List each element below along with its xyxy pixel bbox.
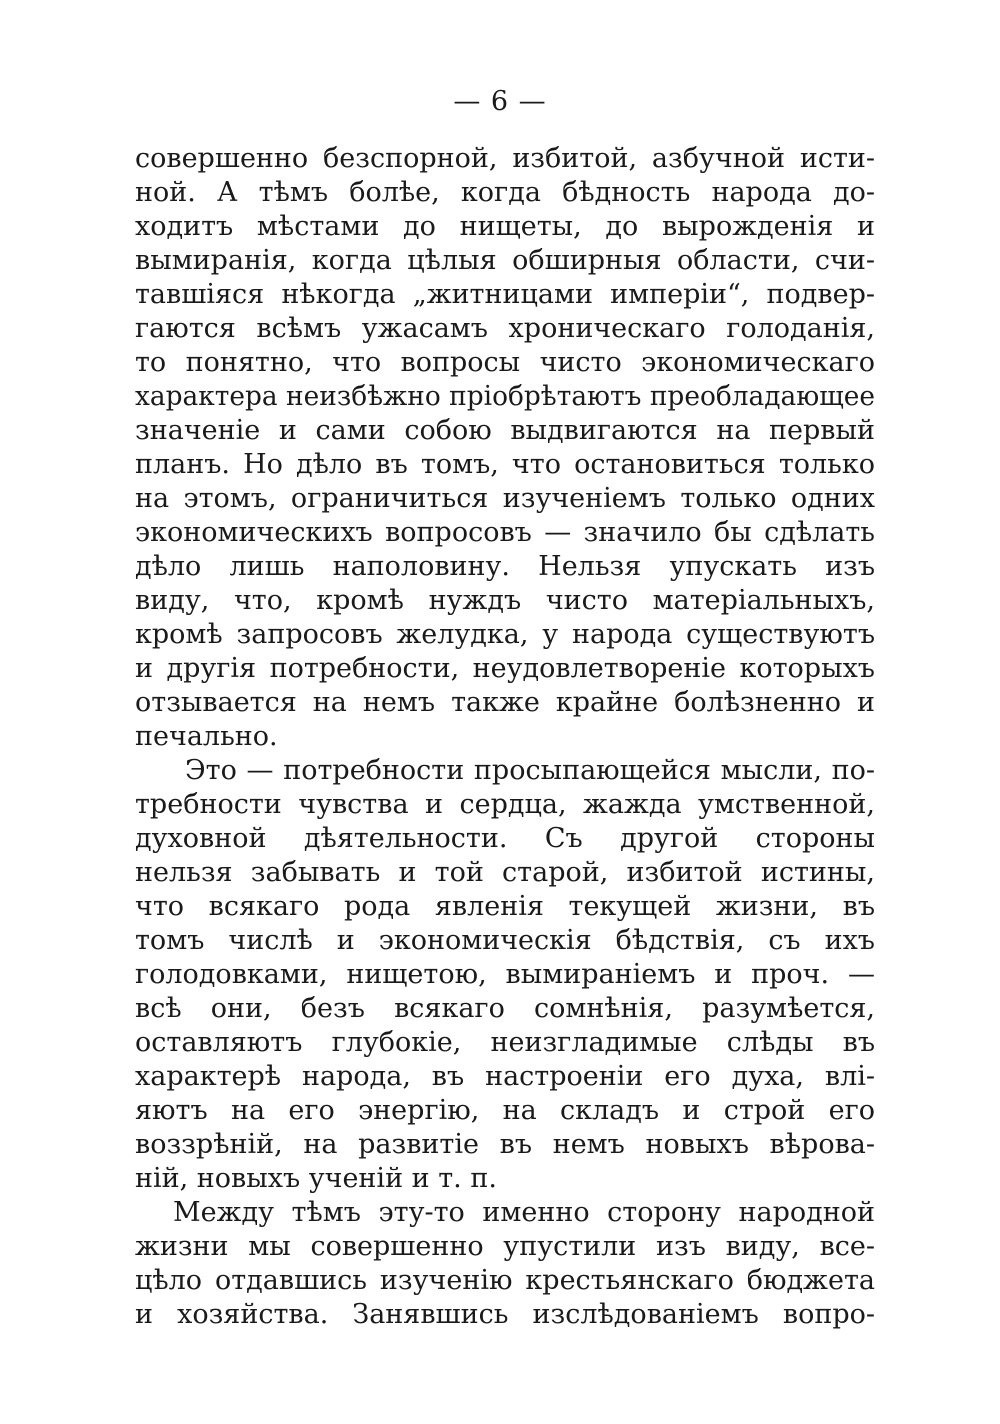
text-line: виду, что, кромѣ нуждъ чисто матеріальныхъ,	[135, 585, 875, 616]
text-line: планъ. Но дѣло въ томъ, что остановиться только	[135, 449, 875, 480]
text-line: томъ числѣ и экономическія бѣдствія, съ ихъ	[135, 925, 875, 956]
text-line: цѣло отдавшись изученію крестьянскаго бюджета	[135, 1265, 875, 1296]
text-line: значеніе и сами собою выдвигаются на первый	[135, 415, 875, 446]
text-line: голодовками, нищетою, вымираніемъ и проч. —	[135, 959, 875, 990]
text-line: яютъ на его энергію, на складъ и строй его	[135, 1095, 875, 1126]
text-line: печально.	[135, 721, 278, 752]
text-line: тавшіяся нѣкогда „житницами имперіи“, подвер-	[135, 279, 875, 310]
text-line: характерѣ народа, въ настроеніи его духа, влі-	[135, 1061, 875, 1092]
text-line: гаются всѣмъ ужасамъ хроническаго голоданія,	[135, 313, 875, 344]
text-line: нельзя забывать и той старой, избитой истины,	[135, 857, 875, 888]
text-line: ній, новыхъ ученій и т. п.	[135, 1163, 497, 1194]
body-text	[135, 142, 875, 1332]
text-line: и хозяйства. Занявшись изслѣдованіемъ вопро-	[135, 1299, 875, 1330]
text-line: ходитъ мѣстами до нищеты, до вырожденія и	[135, 211, 875, 242]
text-line: отзывается на немъ также крайне болѣзненно и	[135, 687, 875, 718]
text-line: вымиранія, когда цѣлыя обширныя области, счи-	[135, 245, 875, 276]
text-line: дѣло лишь наполовину. Нельзя упускать изъ	[135, 551, 875, 582]
text-line: что всякаго рода явленія текущей жизни, въ	[135, 891, 875, 922]
text-line: и другія потребности, неудовлетвореніе которыхъ	[135, 653, 875, 684]
text-line: Между тѣмъ эту-то именно сторону народной	[173, 1197, 875, 1228]
text-line: духовной дѣятельности. Съ другой стороны	[135, 823, 875, 854]
text-line: то понятно, что вопросы чисто экономическаго	[135, 347, 875, 378]
text-line: на этомъ, ограничиться изученіемъ только одних	[135, 483, 875, 514]
text-line: всѣ они, безъ всякаго сомнѣнія, разумѣется,	[135, 993, 875, 1024]
text-line: жизни мы совершенно упустили изъ виду, все-	[135, 1231, 875, 1262]
text-line: оставляютъ глубокіе, неизгладимые слѣды въ	[135, 1027, 875, 1058]
text-line: кромѣ запросовъ желудка, у народа существуютъ	[135, 619, 875, 650]
page-number: — 6 —	[453, 86, 547, 117]
text-line: экономическихъ вопросовъ — значило бы сдѣлать	[135, 517, 875, 548]
text-line: требности чувства и сердца, жажда умственной,	[135, 789, 875, 820]
text-line: Это — потребности просыпающейся мысли, по-	[185, 755, 875, 786]
text-line: ной. А тѣмъ болѣе, когда бѣдность народа до-	[135, 177, 875, 208]
text-line: совершенно безспорной, избитой, азбучной исти-	[135, 143, 875, 174]
text-line: воззрѣній, на развитіе въ немъ новыхъ вѣрова-	[135, 1129, 875, 1160]
text-line: характера неизбѣжно пріобрѣтаютъ преобладающее	[135, 381, 875, 412]
